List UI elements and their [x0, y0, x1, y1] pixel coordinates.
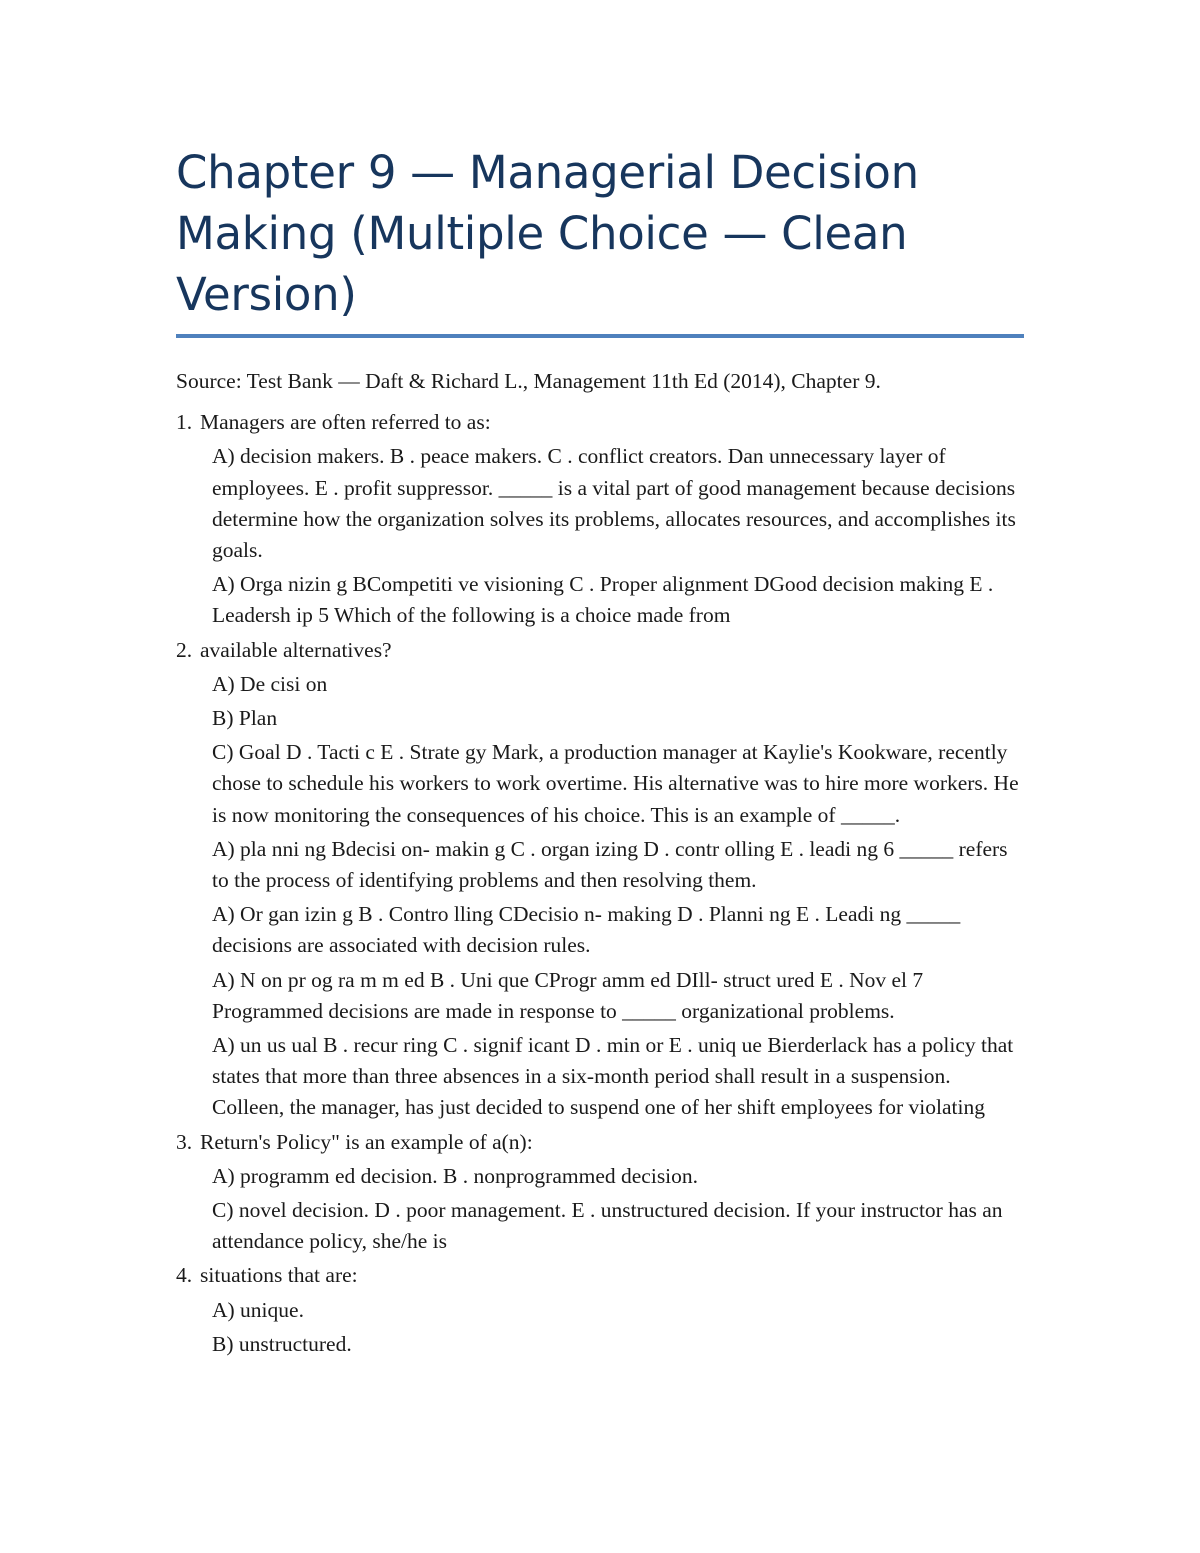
question-4: [176, 1260, 1026, 1291]
answer-option: C) Goal D . Tacti c E . Strate gy Mark, a production manager at Kaylie's Kookware, recently chose to schedule his workers to work overtime. His alternative was to hire more workers. He is now monitoring the consequences of his choice. This is an example of _____.: [212, 740, 1019, 827]
answer-option: C) novel decision. D . poor management. E . unstructured decision. If your instructor has an attendance policy, she/he is: [212, 1198, 1003, 1254]
answer-option: A) N on pr og ra m m ed B . Uni que CProgr amm ed DIll- struct ured E . Nov el 7 Programmed decisions are made in response to _____ organizational problems.: [212, 967, 924, 1023]
question-1: [176, 407, 1026, 438]
question-text: situations that are:: [200, 1263, 358, 1288]
answer-option: A) Or gan izin g B . Contro lling CDecisio n- making D . Planni ng E . Leadi ng _____ decisions are associated with decision rules.: [212, 902, 961, 958]
title-underline-rule: [176, 334, 1024, 338]
source-line: Source: Test Bank — Daft & Richard L., Management 11th Ed (2014), Chapter 9.: [176, 369, 881, 393]
answer-option: A) decision makers. B . peace makers. C . conflict creators. Dan unnecessary layer of employees. E . profit suppressor. _____ is a vital part of good management because decisions determine how the organization solves its problems, allocates resources, and accomplishes its goals.: [212, 444, 1016, 563]
answer-option: A) programm ed decision. B . nonprogrammed decision.: [212, 1163, 699, 1188]
question-text: available alternatives?: [200, 637, 392, 662]
document-body: [176, 366, 1026, 1363]
question-3: [176, 1127, 1026, 1158]
answer-option: B) unstructured.: [212, 1331, 352, 1356]
answer-option: A) Orga nizin g BCompetiti ve visioning C . Proper alignment DGood decision making E . Leadersh ip 5 Which of the following is a choice made from: [212, 572, 994, 628]
question-2: [176, 635, 1026, 666]
answer-option: A) un us ual B . recur ring C . signif icant D . min or E . uniq ue Bierderlack has a policy that states that more than three absences in a six-month period shall result in a suspension. Colleen, the manager, has just decided to suspend one of her shift employees for violating: [212, 1033, 1014, 1120]
document-title: Chapter 9 — Managerial Decision Making (Multiple Choice — Clean Version): [176, 146, 919, 321]
answer-option: A) unique.: [212, 1297, 304, 1322]
question-number: 1.: [176, 410, 193, 435]
question-number: 4.: [176, 1263, 193, 1288]
question-number: 2.: [176, 637, 193, 662]
question-number: 3.: [176, 1129, 193, 1154]
answer-option: A) pla nni ng Bdecisi on- makin g C . organ izing D . contr olling E . leadi ng 6 _____ refers to the process of identifying problems and then resolving them.: [212, 836, 1008, 893]
answer-option: A) De cisi on: [212, 671, 328, 696]
answer-option: B) Plan: [212, 706, 278, 731]
question-text: Return's Policy" is an example of a(n):: [200, 1129, 533, 1154]
question-text: Managers are often referred to as:: [200, 410, 491, 435]
